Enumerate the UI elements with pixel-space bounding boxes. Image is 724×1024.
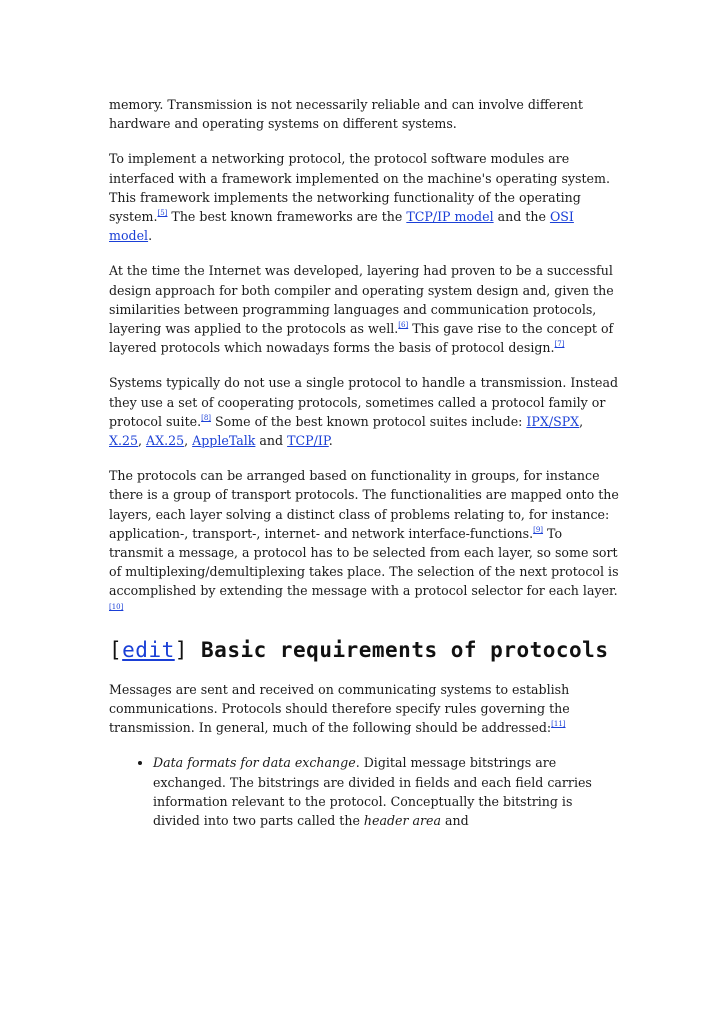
link-tcp-ip-model[interactable]: TCP/IP model (406, 209, 494, 225)
link-ipx-spx[interactable]: IPX/SPX (526, 413, 580, 429)
article-body (109, 95, 619, 830)
link-ax25[interactable]: AX.25 (146, 433, 185, 449)
edit-link[interactable]: edit (122, 637, 175, 662)
link-osi-model[interactable]: OSI model (109, 209, 574, 244)
link-tcp-ip[interactable]: TCP/IP (287, 433, 329, 449)
paragraph-3: At the time the Internet was developed, layering had proven to be a successful design approach for both compiler and operating system design and, given the similarities between programming languages and communication protocols, layering was applied to the protocols as well.[6] This gave rise to the concept of layered protocols which nowadays forms the basis of protocol design.[7] (109, 263, 614, 356)
list-item: • Data formats for data exchange. Digital message bitstrings are exchanged. The bitstrings are divided in fields and each field carries information relevant to the protocol. Conceptually the bitstring is divided into two parts called the header area and (153, 753, 619, 830)
paragraph-6: Messages are sent and received on communicating systems to establish communications. Protocols should therefore specify rules governing the transmission. In general, much of the following should be addressed:[11] (109, 681, 570, 736)
paragraph-2: To implement a networking protocol, the protocol software modules are interfaced with a framework implemented on the machine's operating system. This framework implements the networking functionality of the operating system.[5] The best known frameworks are the TCP/IP model and the OSI model. (109, 151, 610, 244)
link-appletalk[interactable]: AppleTalk (192, 433, 256, 449)
link-x25[interactable]: X.25 (109, 433, 138, 449)
paragraph-5: The protocols can be arranged based on functionality in groups, for instance there is a group of transport protocols. The functionalities are mapped onto the layers, each layer solving a distinct class of problems relating to, for instance: application-, transport-, internet- and network interface-functions.[9] To transmit a message, a protocol has to be selected from each layer, so some sort of multiplexing/demultiplexing takes place. The selection of the next protocol is accomplished by extending the message with a protocol selector for each layer.[10] (109, 468, 619, 611)
paragraph-1: memory. Transmission is not necessarily reliable and can involve different hardware and operating systems on different systems. (109, 97, 583, 132)
citation-8[interactable]: [8] (201, 413, 212, 422)
citation-6[interactable]: [6] (398, 321, 409, 330)
requirements-list (109, 753, 619, 830)
paragraph-4: Systems typically do not use a single protocol to handle a transmission. Instead they use a set of cooperating protocols, sometimes called a protocol family or protocol suite.[8] Some of the best known protocol suites include: IPX/SPX, X.25, AX.25, AppleTalk and TCP/IP. (109, 375, 619, 449)
section-title: Basic requirements of protocols (187, 637, 609, 662)
citation-11[interactable]: [11] (551, 720, 566, 729)
section-heading: [edit] Basic requirements of protocols (109, 637, 609, 662)
citation-10[interactable]: [10] (109, 602, 124, 611)
citation-5[interactable]: [5] (157, 209, 168, 218)
citation-9[interactable]: [9] (533, 525, 544, 534)
citation-7[interactable]: [7] (554, 340, 565, 349)
